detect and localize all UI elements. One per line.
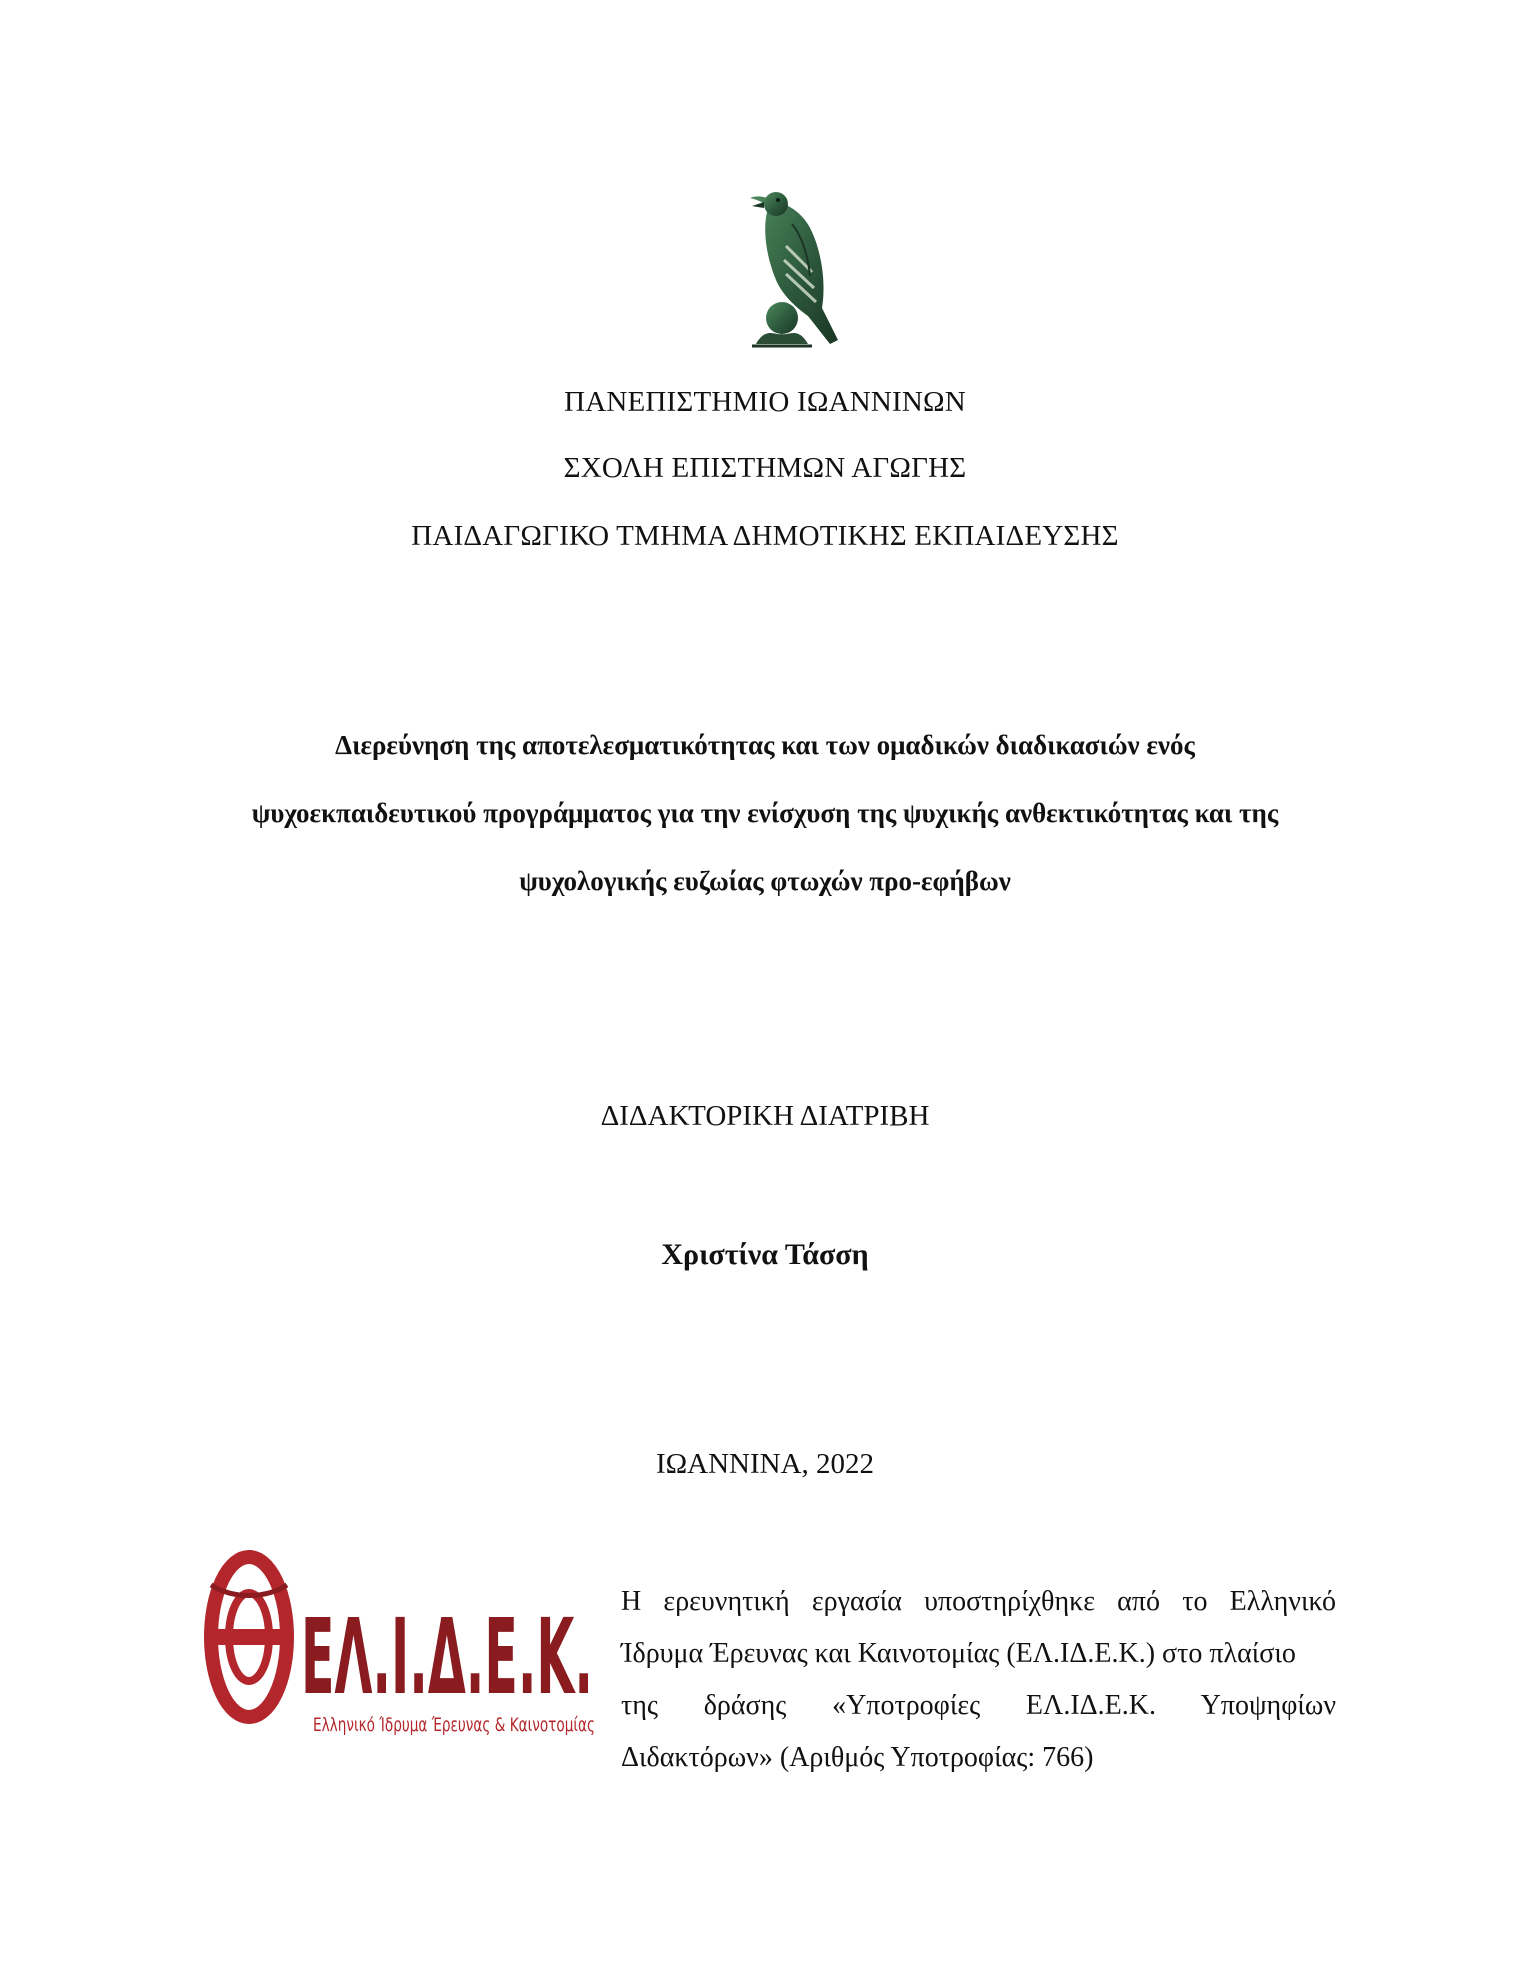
school-name: ΣΧΟΛΗ ΕΠΙΣΤΗΜΩΝ ΑΓΩΓΗΣ — [563, 452, 967, 484]
place-and-year: ΙΩΑΝΝΙΝΑ, 2022 — [655, 1448, 875, 1480]
author-name: Χριστίνα Τάσση — [661, 1238, 869, 1271]
funding-line-3: της δράσης «Υποτροφίες ΕΛ.ΙΔ.Ε.Κ. Υποψηφίων — [621, 1690, 1336, 1721]
funding-line-1: Η ερευνητική εργασία υποστηρίχθηκε από το Ελληνικό — [621, 1586, 1336, 1617]
thesis-title-line-1: Διερεύνηση της αποτελεσματικότητας και των ομαδικών διαδικασιών ενός — [335, 730, 1195, 760]
thesis-title-line-2: ψυχοεκπαιδευτικού προγράμματος για την ενίσχυση της ψυχικής ανθεκτικότητας και της — [251, 798, 1279, 828]
university-name: ΠΑΝΕΠΙΣΤΗΜΙΟ ΙΩΑΝΝΙΝΩΝ — [564, 386, 966, 418]
elidek-logo — [203, 1545, 603, 1745]
elidek-subtitle: Ελληνικό Ίδρυμα Έρευνας & Καινοτομίας — [313, 1714, 595, 1736]
elidek-wordmark: ΕΛ.Ι.Δ.Ε.Κ. — [301, 1596, 593, 1718]
bronze-eagle-icon — [742, 176, 852, 354]
funding-line-2: Ίδρυμα Έρευνας και Καινοτομίας (ΕΛ.ΙΔ.Ε.Κ.) στο πλαίσιο — [621, 1638, 1296, 1669]
document-type: ΔΙΔΑΚΤΟΡΙΚΗ ΔΙΑΤΡΙΒΗ — [600, 1100, 930, 1132]
department-name: ΠΑΙΔΑΓΩΓΙΚΟ ΤΜΗΜΑ ΔΗΜΟΤΙΚΗΣ ΕΚΠΑΙΔΕΥΣΗΣ — [411, 520, 1119, 552]
funding-acknowledgement — [621, 1576, 1336, 1784]
funding-line-4: Διδακτόρων» (Αριθμός Υποτροφίας: 766) — [621, 1742, 1094, 1773]
thesis-title-line-3: ψυχολογικής ευζωίας φτωχών προ-εφήβων — [519, 866, 1011, 896]
